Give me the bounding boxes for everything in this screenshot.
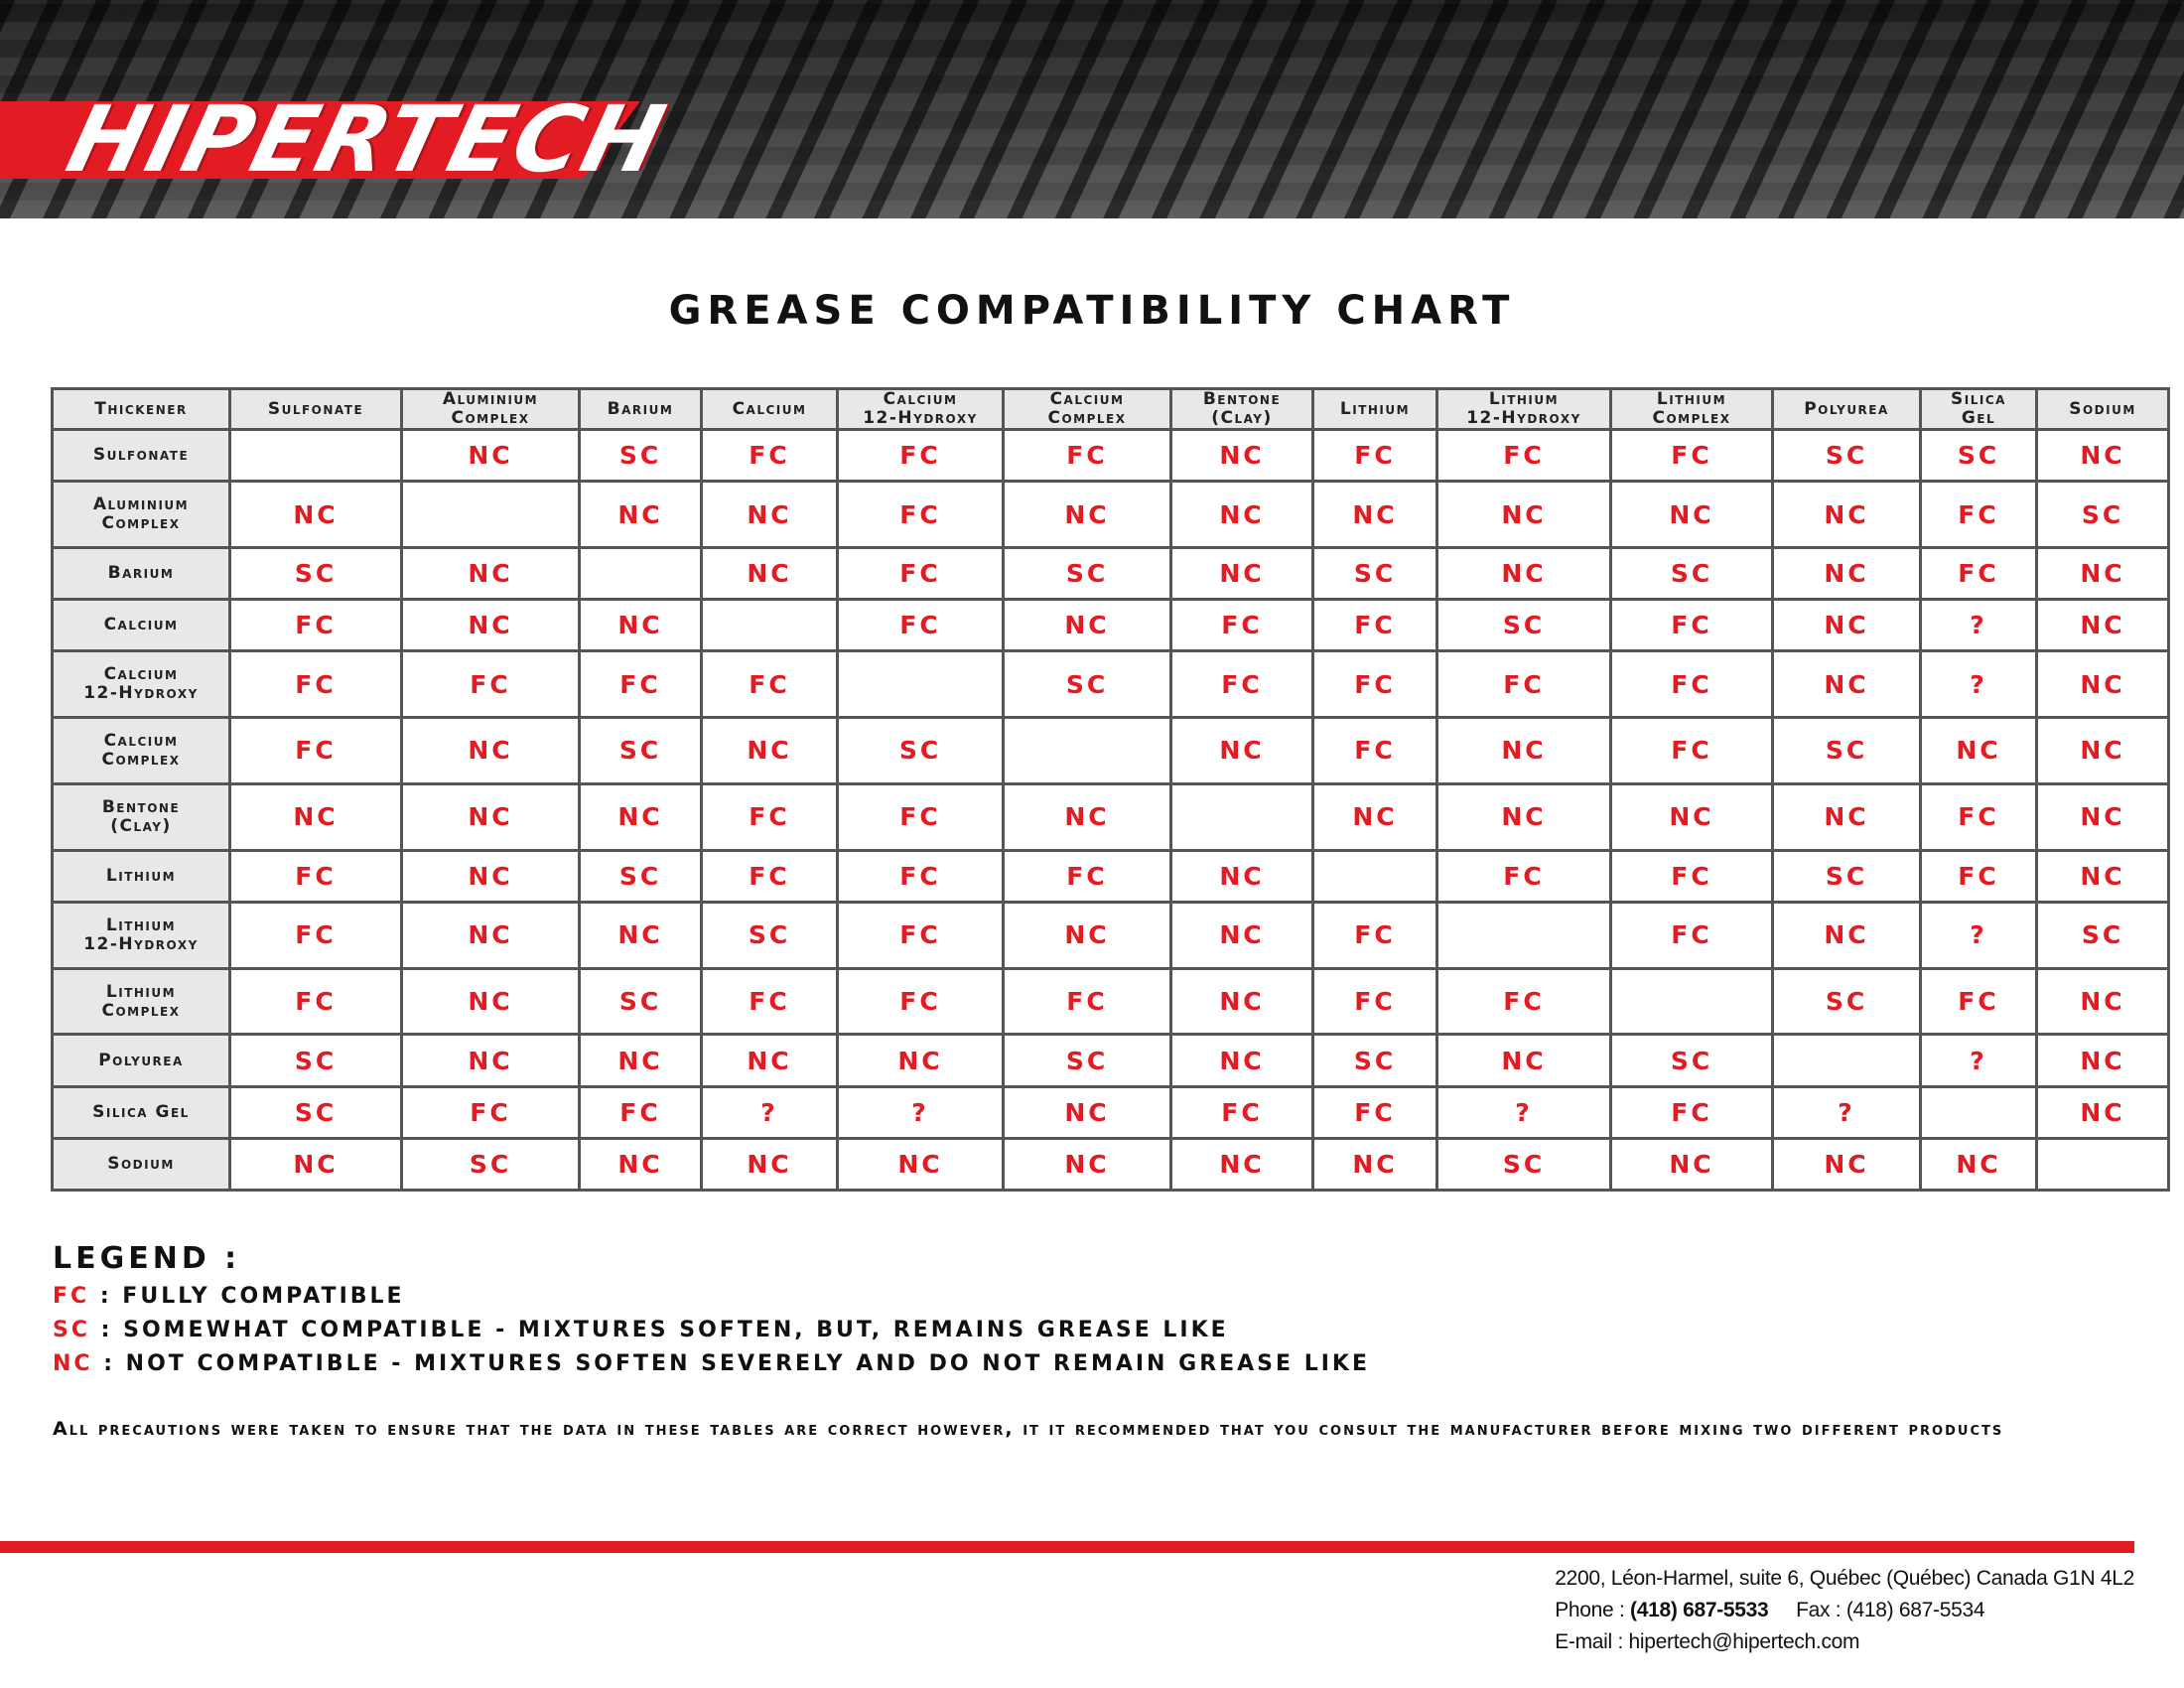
row-header: Barium: [53, 547, 230, 599]
compatibility-cell: FC: [838, 482, 1004, 548]
compatibility-cell: NC: [1313, 783, 1437, 850]
compatibility-cell: FC: [580, 1086, 702, 1138]
compatibility-cell: NC: [2037, 651, 2169, 718]
column-header: Calcium: [702, 389, 838, 430]
compatibility-cell: FC: [1611, 651, 1773, 718]
compatibility-table: [51, 387, 2170, 1192]
compatibility-cell: FC: [1611, 850, 1773, 902]
compatibility-cell: FC: [1313, 718, 1437, 784]
compatibility-cell: FC: [702, 968, 838, 1035]
compatibility-cell: ?: [702, 1086, 838, 1138]
compatibility-cell: ?: [1921, 600, 2037, 651]
compatibility-cell: NC: [2037, 718, 2169, 784]
compatibility-cell: NC: [1004, 482, 1171, 548]
compatibility-cell: SC: [230, 1086, 402, 1138]
compatibility-cell: NC: [2037, 968, 2169, 1035]
compatibility-cell: [230, 430, 402, 482]
address: 2200, Léon-Harmel, suite 6, Québec (Québec) Canada G1N 4L2: [1555, 1567, 2134, 1590]
compatibility-cell: FC: [1313, 430, 1437, 482]
table-row: [53, 482, 2169, 548]
compatibility-cell: SC: [1773, 430, 1921, 482]
compatibility-cell: SC: [580, 718, 702, 784]
compatibility-cell: NC: [1437, 718, 1611, 784]
compatibility-cell: [580, 547, 702, 599]
compatibility-cell: NC: [230, 1138, 402, 1190]
compatibility-cell: SC: [230, 547, 402, 599]
compatibility-cell: NC: [580, 1035, 702, 1086]
compatibility-cell: NC: [1773, 1138, 1921, 1190]
compatibility-cell: NC: [402, 600, 580, 651]
phone-fax-line: [1555, 1595, 2134, 1626]
compatibility-cell: NC: [1437, 482, 1611, 548]
table-row: [53, 1086, 2169, 1138]
table-row: [53, 968, 2169, 1035]
compatibility-cell: NC: [402, 783, 580, 850]
compatibility-cell: FC: [230, 902, 402, 968]
column-header: Lithium 12-Hydroxy: [1437, 389, 1611, 430]
compatibility-cell: NC: [1773, 651, 1921, 718]
compatibility-cell: SC: [1921, 430, 2037, 482]
compatibility-cell: FC: [1921, 968, 2037, 1035]
table-row: [53, 902, 2169, 968]
footer-divider: [0, 1541, 2134, 1553]
compatibility-cell: [838, 651, 1004, 718]
header-banner: [0, 0, 2184, 218]
compatibility-cell: NC: [402, 1035, 580, 1086]
compatibility-cell: [1313, 850, 1437, 902]
compatibility-cell: NC: [1171, 968, 1313, 1035]
compatibility-cell: SC: [1773, 968, 1921, 1035]
compatibility-cell: SC: [580, 430, 702, 482]
compatibility-cell: [1004, 718, 1171, 784]
compatibility-cell: NC: [838, 1138, 1004, 1190]
compatibility-cell: SC: [1611, 547, 1773, 599]
row-header: Calcium 12-Hydroxy: [53, 651, 230, 718]
compatibility-cell: NC: [1773, 902, 1921, 968]
compatibility-cell: SC: [1004, 547, 1171, 599]
row-header: Aluminium Complex: [53, 482, 230, 548]
legend-item-sc: [53, 1314, 2137, 1347]
compatibility-cell: FC: [1313, 902, 1437, 968]
compatibility-cell: FC: [702, 430, 838, 482]
compatibility-cell: NC: [580, 482, 702, 548]
compatibility-cell: SC: [402, 1138, 580, 1190]
legend-code: NC: [53, 1351, 93, 1376]
row-header: Lithium 12-Hydroxy: [53, 902, 230, 968]
compatibility-cell: FC: [1004, 850, 1171, 902]
compatibility-cell: FC: [1313, 600, 1437, 651]
compatibility-cell: ?: [1437, 1086, 1611, 1138]
compatibility-cell: [1773, 1035, 1921, 1086]
compatibility-cell: FC: [1437, 430, 1611, 482]
compatibility-cell: FC: [1921, 783, 2037, 850]
compatibility-cell: FC: [702, 850, 838, 902]
compatibility-cell: NC: [580, 783, 702, 850]
compatibility-cell: FC: [1437, 968, 1611, 1035]
compatibility-cell: NC: [580, 902, 702, 968]
table-row: [53, 850, 2169, 902]
compatibility-cell: FC: [1313, 968, 1437, 1035]
legend-item-fc: [53, 1280, 2137, 1314]
compatibility-cell: NC: [1773, 547, 1921, 599]
compatibility-cell: FC: [1921, 482, 2037, 548]
compatibility-cell: NC: [702, 547, 838, 599]
compatibility-cell: FC: [1313, 1086, 1437, 1138]
row-header: Silica Gel: [53, 1086, 230, 1138]
column-header: Bentone (Clay): [1171, 389, 1313, 430]
compatibility-cell: NC: [580, 600, 702, 651]
compatibility-cell: FC: [702, 651, 838, 718]
compatibility-cell: NC: [1004, 1086, 1171, 1138]
compatibility-cell: NC: [1171, 547, 1313, 599]
compatibility-cell: ?: [1921, 1035, 2037, 1086]
compatibility-cell: NC: [1313, 482, 1437, 548]
compatibility-cell: SC: [230, 1035, 402, 1086]
legend-item-nc: [53, 1347, 2137, 1381]
fax-label: Fax :: [1796, 1599, 1846, 1621]
table-row: [53, 600, 2169, 651]
compatibility-cell: FC: [1313, 651, 1437, 718]
compatibility-cell: FC: [702, 783, 838, 850]
compatibility-cell: FC: [1611, 430, 1773, 482]
compatibility-cell: NC: [1004, 600, 1171, 651]
row-header: Sulfonate: [53, 430, 230, 482]
compatibility-cell: NC: [1921, 718, 2037, 784]
compatibility-cell: SC: [1004, 651, 1171, 718]
compatibility-cell: ?: [838, 1086, 1004, 1138]
compatibility-cell: NC: [580, 1138, 702, 1190]
legend-code: SC: [53, 1318, 90, 1342]
row-header: Calcium: [53, 600, 230, 651]
compatibility-cell: FC: [230, 718, 402, 784]
compatibility-cell: FC: [1004, 430, 1171, 482]
compatibility-cell: [402, 482, 580, 548]
compatibility-cell: NC: [1313, 1138, 1437, 1190]
compatibility-cell: NC: [2037, 547, 2169, 599]
compatibility-cell: NC: [2037, 1086, 2169, 1138]
row-header: Lithium Complex: [53, 968, 230, 1035]
compatibility-cell: NC: [1004, 783, 1171, 850]
compatibility-cell: FC: [838, 902, 1004, 968]
compatibility-cell: NC: [1773, 482, 1921, 548]
compatibility-cell: NC: [1171, 902, 1313, 968]
compatibility-cell: FC: [1437, 850, 1611, 902]
legend-text: : SOMEWHAT COMPATIBLE - MIXTURES SOFTEN, BUT, REMAINS GREASE LIKE: [90, 1318, 1229, 1342]
compatibility-cell: ?: [1921, 902, 2037, 968]
disclaimer-text: All precautions were taken to ensure that the data in these tables are correct however, it it recommended that you consult the manufacturer before mixing two different products: [53, 1418, 2004, 1440]
compatibility-cell: FC: [1171, 600, 1313, 651]
table-body: [53, 430, 2169, 1191]
column-header: Aluminium Complex: [402, 389, 580, 430]
column-header: Sulfonate: [230, 389, 402, 430]
compatibility-cell: FC: [1921, 547, 2037, 599]
legend-code: FC: [53, 1284, 90, 1309]
email-label: E-mail :: [1555, 1630, 1629, 1653]
compatibility-cell: FC: [230, 651, 402, 718]
row-header: Bentone (Clay): [53, 783, 230, 850]
compatibility-cell: NC: [1004, 902, 1171, 968]
compatibility-cell: NC: [1437, 1035, 1611, 1086]
compatibility-cell: [1437, 902, 1611, 968]
compatibility-cell: NC: [2037, 783, 2169, 850]
compatibility-cell: NC: [1437, 547, 1611, 599]
compatibility-cell: FC: [580, 651, 702, 718]
compatibility-cell: NC: [838, 1035, 1004, 1086]
legend: [53, 1241, 2137, 1381]
compatibility-cell: NC: [1437, 783, 1611, 850]
row-header: Lithium: [53, 850, 230, 902]
compatibility-cell: FC: [838, 968, 1004, 1035]
legend-text: : FULLY COMPATIBLE: [89, 1284, 405, 1309]
compatibility-cell: SC: [1611, 1035, 1773, 1086]
compatibility-cell: SC: [1004, 1035, 1171, 1086]
column-header: Polyurea: [1773, 389, 1921, 430]
table-row: [53, 1138, 2169, 1190]
table-row: [53, 651, 2169, 718]
compatibility-cell: FC: [1611, 718, 1773, 784]
compatibility-cell: FC: [230, 600, 402, 651]
compatibility-cell: NC: [1773, 600, 1921, 651]
column-header: Calcium Complex: [1004, 389, 1171, 430]
compatibility-cell: FC: [1611, 902, 1773, 968]
compatibility-cell: NC: [2037, 1035, 2169, 1086]
compatibility-cell: FC: [402, 651, 580, 718]
table-header-row: [53, 389, 2169, 430]
table-row: [53, 783, 2169, 850]
compatibility-cell: SC: [2037, 482, 2169, 548]
legend-text: : NOT COMPATIBLE - MIXTURES SOFTEN SEVERELY AND DO NOT REMAIN GREASE LIKE: [92, 1351, 1370, 1376]
compatibility-cell: NC: [702, 718, 838, 784]
row-header: Sodium: [53, 1138, 230, 1190]
compatibility-cell: FC: [1171, 1086, 1313, 1138]
compatibility-cell: FC: [838, 430, 1004, 482]
compatibility-cell: NC: [1171, 718, 1313, 784]
brand-logo: HIPERTECH: [58, 86, 677, 193]
compatibility-cell: SC: [1437, 600, 1611, 651]
compatibility-cell: NC: [1611, 482, 1773, 548]
compatibility-cell: FC: [1611, 600, 1773, 651]
row-header: Calcium Complex: [53, 718, 230, 784]
compatibility-cell: FC: [1437, 651, 1611, 718]
compatibility-cell: FC: [230, 968, 402, 1035]
compatibility-cell: NC: [2037, 430, 2169, 482]
compatibility-cell: NC: [1611, 1138, 1773, 1190]
compatibility-cell: FC: [838, 850, 1004, 902]
table-row: [53, 547, 2169, 599]
phone-label: Phone :: [1555, 1599, 1631, 1621]
compatibility-cell: NC: [1611, 783, 1773, 850]
compatibility-cell: NC: [702, 1035, 838, 1086]
compatibility-cell: NC: [402, 850, 580, 902]
compatibility-cell: NC: [230, 482, 402, 548]
compatibility-cell: NC: [2037, 850, 2169, 902]
row-header: Polyurea: [53, 1035, 230, 1086]
compatibility-cell: [1921, 1086, 2037, 1138]
email-line: [1555, 1626, 2134, 1658]
compatibility-cell: FC: [1611, 1086, 1773, 1138]
legend-title: LEGEND :: [53, 1241, 241, 1276]
compatibility-cell: SC: [1773, 718, 1921, 784]
compatibility-cell: SC: [1313, 1035, 1437, 1086]
compatibility-cell: NC: [1004, 1138, 1171, 1190]
compatibility-cell: SC: [838, 718, 1004, 784]
column-header: Barium: [580, 389, 702, 430]
compatibility-cell: FC: [230, 850, 402, 902]
compatibility-cell: NC: [1171, 1138, 1313, 1190]
compatibility-cell: FC: [838, 600, 1004, 651]
compatibility-cell: NC: [1921, 1138, 2037, 1190]
compatibility-cell: [1611, 968, 1773, 1035]
page-title: GREASE COMPATIBILITY CHART: [668, 288, 1516, 334]
compatibility-cell: NC: [702, 482, 838, 548]
compatibility-cell: FC: [838, 547, 1004, 599]
column-header: Calcium 12-Hydroxy: [838, 389, 1004, 430]
contact-block: [1555, 1563, 2134, 1658]
compatibility-cell: FC: [1171, 651, 1313, 718]
compatibility-cell: NC: [402, 968, 580, 1035]
compatibility-cell: NC: [402, 902, 580, 968]
column-header: Sodium: [2037, 389, 2169, 430]
column-header: Lithium Complex: [1611, 389, 1773, 430]
compatibility-cell: NC: [402, 547, 580, 599]
compatibility-cell: NC: [702, 1138, 838, 1190]
compatibility-cell: [2037, 1138, 2169, 1190]
compatibility-cell: FC: [402, 1086, 580, 1138]
table-row: [53, 430, 2169, 482]
compatibility-cell: NC: [1171, 850, 1313, 902]
compatibility-cell: SC: [580, 850, 702, 902]
column-header: Silica Gel: [1921, 389, 2037, 430]
compatibility-cell: SC: [580, 968, 702, 1035]
compatibility-cell: NC: [402, 718, 580, 784]
compatibility-cell: SC: [1773, 850, 1921, 902]
compatibility-cell: [1171, 783, 1313, 850]
table-row: [53, 718, 2169, 784]
compatibility-cell: SC: [1437, 1138, 1611, 1190]
compatibility-cell: FC: [1921, 850, 2037, 902]
compatibility-cell: NC: [1171, 1035, 1313, 1086]
compatibility-cell: SC: [2037, 902, 2169, 968]
compatibility-cell: FC: [838, 783, 1004, 850]
compatibility-cell: NC: [1773, 783, 1921, 850]
fax-number: (418) 687-5534: [1845, 1599, 1985, 1621]
corner-header: Thickener: [53, 389, 230, 430]
compatibility-cell: SC: [1313, 547, 1437, 599]
column-header: Lithium: [1313, 389, 1437, 430]
phone-number: (418) 687-5533: [1630, 1599, 1769, 1621]
compatibility-cell: NC: [2037, 600, 2169, 651]
email-link[interactable]: hipertech@hipertech.com: [1628, 1630, 1860, 1653]
compatibility-cell: NC: [1171, 430, 1313, 482]
compatibility-cell: ?: [1921, 651, 2037, 718]
compatibility-cell: NC: [230, 783, 402, 850]
compatibility-cell: [702, 600, 838, 651]
compatibility-cell: FC: [1004, 968, 1171, 1035]
compatibility-cell: SC: [702, 902, 838, 968]
compatibility-cell: NC: [1171, 482, 1313, 548]
table-row: [53, 1035, 2169, 1086]
compatibility-cell: NC: [402, 430, 580, 482]
compatibility-cell: ?: [1773, 1086, 1921, 1138]
